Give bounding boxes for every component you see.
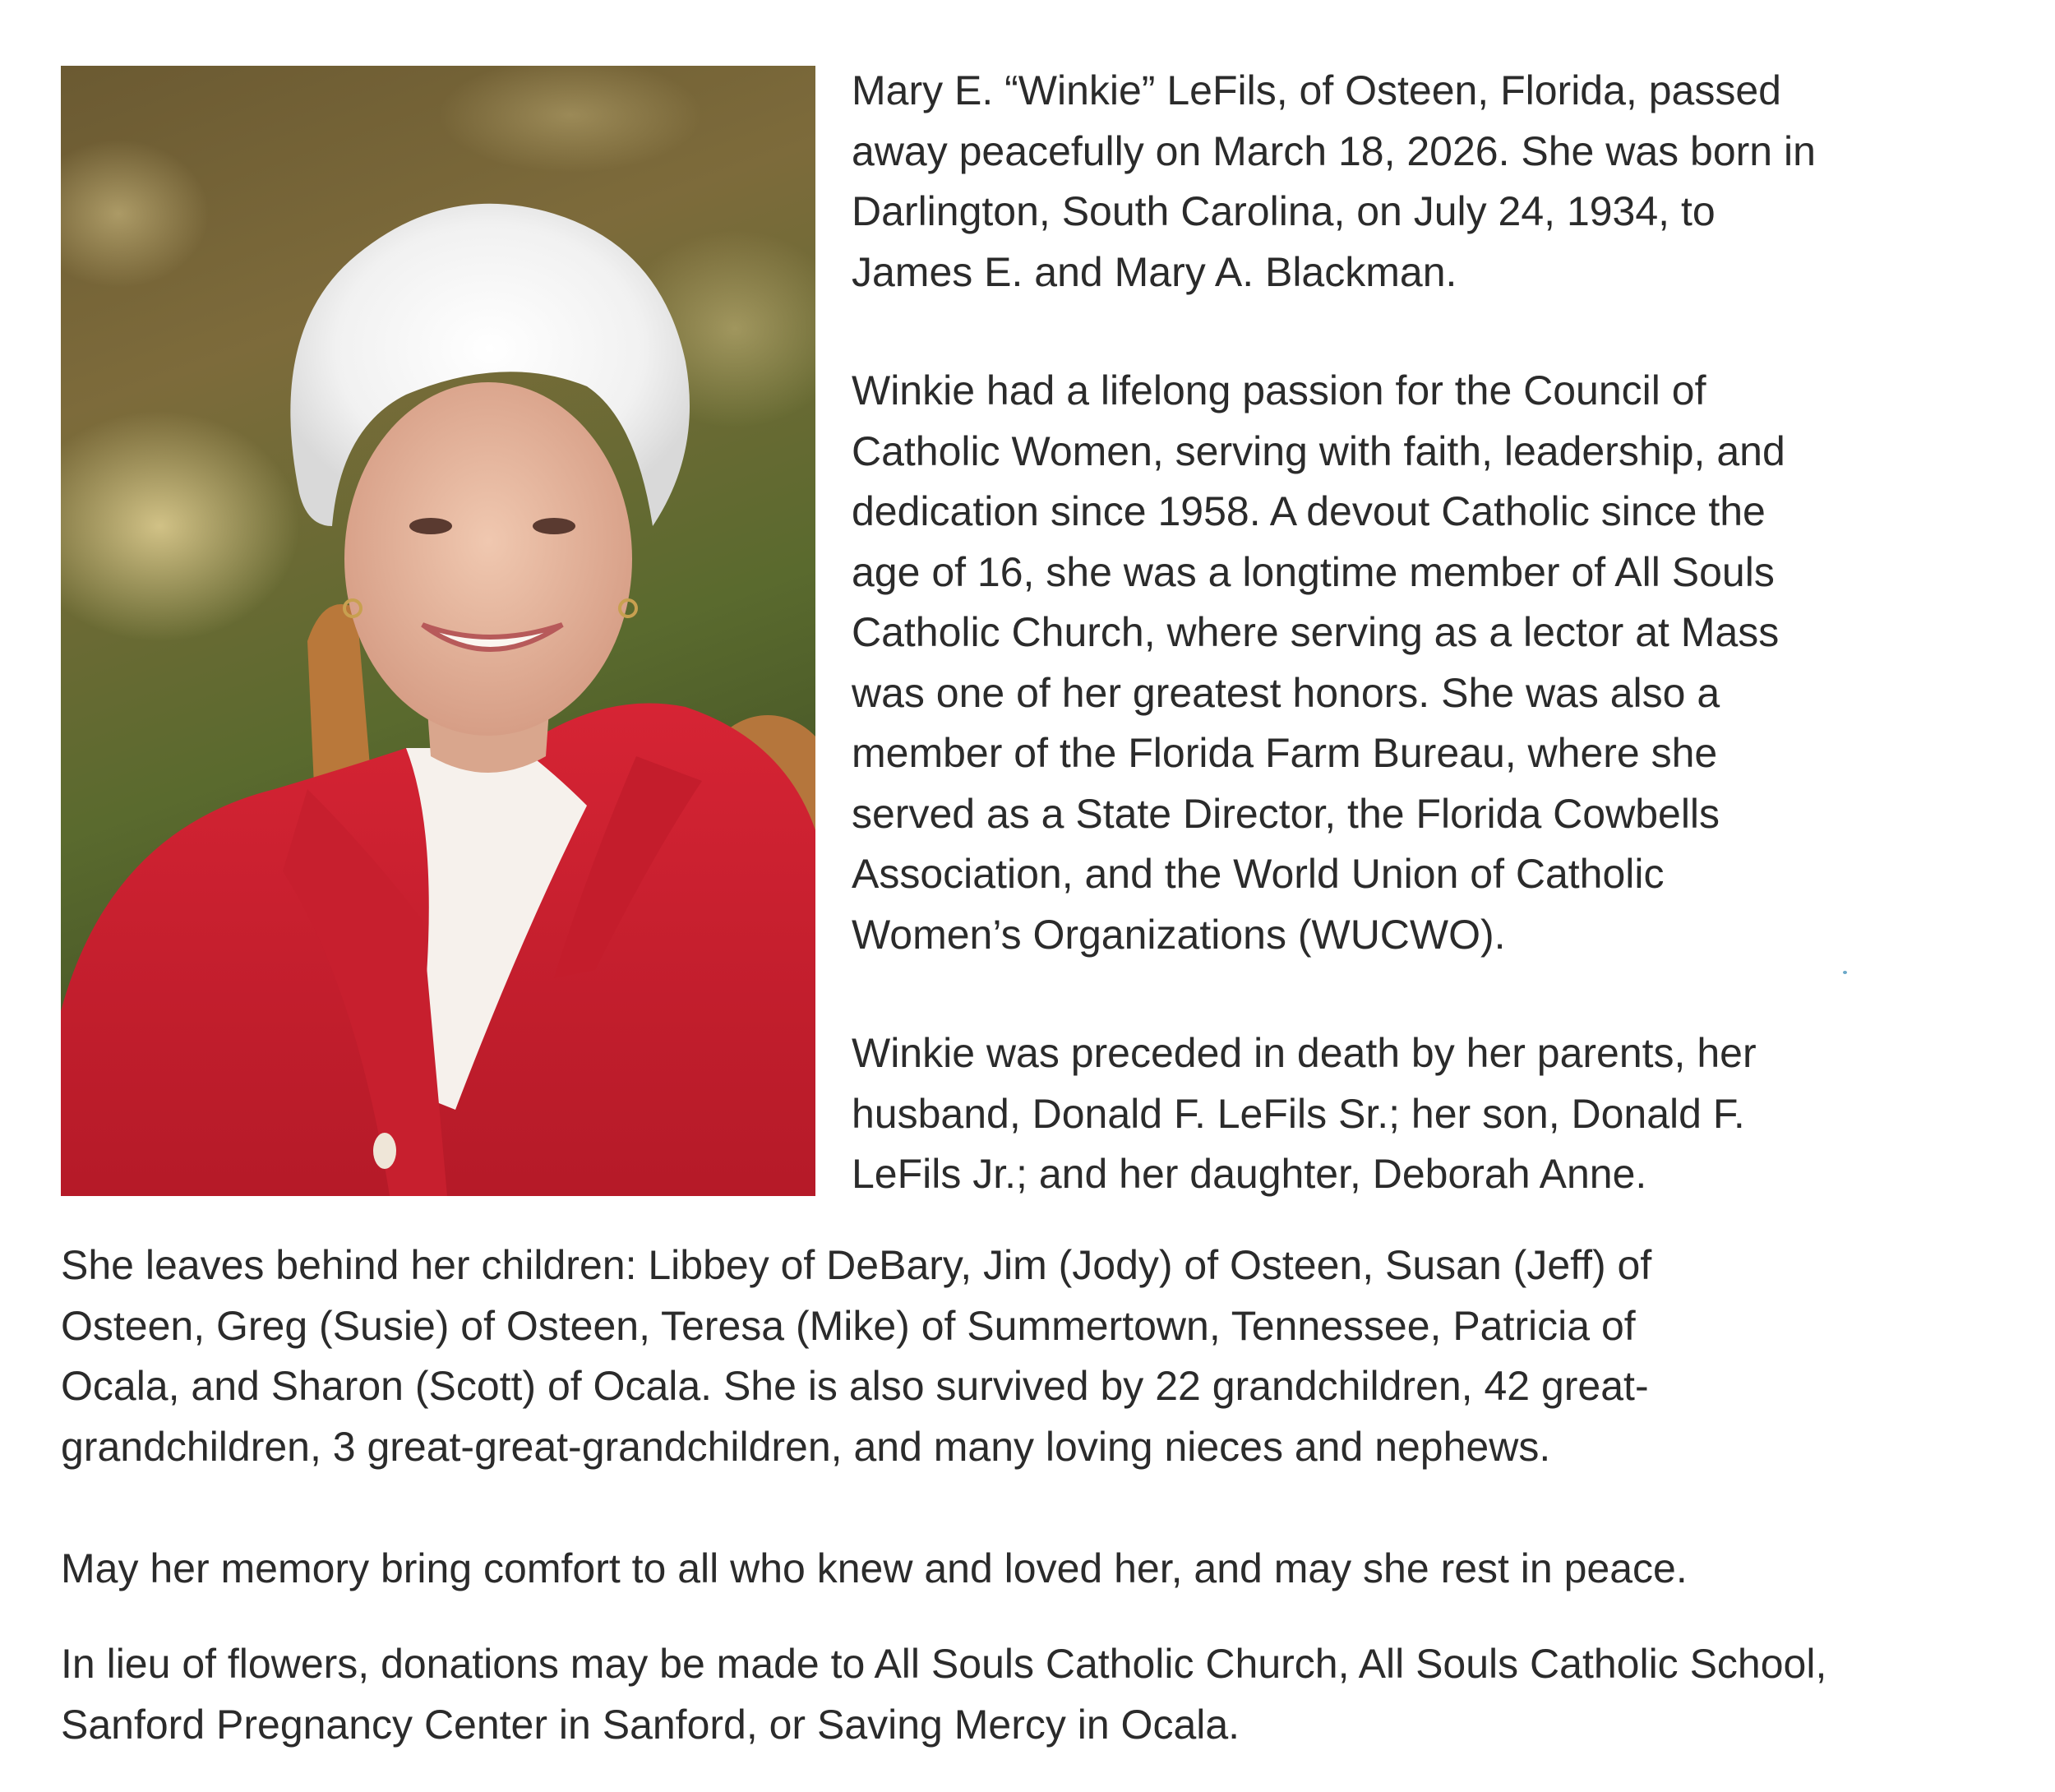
portrait-icon (61, 66, 815, 1196)
text-line: husband, Donald F. LeFils Sr.; her son, Donald F. (852, 1090, 1745, 1137)
text-line: LeFils Jr.; and her daughter, Deborah Anne. (852, 1151, 1647, 1197)
text-line: Winkie was preceded in death by her parents, her (852, 1030, 1757, 1076)
text-line: Ocala, and Sharon (Scott) of Ocala. She is also survived by 22 grandchildren, 42 great- (61, 1363, 1649, 1409)
donations-paragraph (61, 1634, 1826, 1755)
text-line: away peacefully on March 18, 2026. She was born in (852, 127, 1816, 174)
text-line: Winkie had a lifelong passion for the Council of (852, 367, 1706, 413)
text-line: Sanford Pregnancy Center in Sanford, or Saving Mercy in Ocala. (61, 1701, 1240, 1748)
text-line: age of 16, she was a longtime member of All Souls (852, 548, 1775, 595)
preceded-paragraph (852, 1023, 1757, 1205)
text-line: Mary E. “Winkie” LeFils, of Osteen, Florida, passed (852, 67, 1781, 113)
scan-speck (1843, 971, 1847, 974)
text-line: May her memory bring comfort to all who knew and loved her, and may she rest in peace. (61, 1545, 1688, 1591)
text-line: She leaves behind her children: Libbey of DeBary, Jim (Jody) of Osteen, Susan (Jeff) of (61, 1242, 1652, 1288)
text-line: Association, and the World Union of Catholic (852, 851, 1665, 897)
text-line: grandchildren, 3 great-great-grandchildren, and many loving nieces and nephews. (61, 1423, 1551, 1470)
text-line: James E. and Mary A. Blackman. (852, 248, 1457, 295)
text-line: In lieu of flowers, donations may be made to All Souls Catholic Church, All Souls Catholic School, (61, 1641, 1827, 1687)
passion-paragraph (852, 361, 1785, 965)
intro-paragraph (852, 61, 1816, 303)
text-line: Osteen, Greg (Susie) of Osteen, Teresa (Mike) of Summertown, Tennessee, Patricia of (61, 1302, 1636, 1349)
text-line: Catholic Women, serving with faith, leadership, and (852, 427, 1785, 474)
text-line: Catholic Church, where serving as a lector at Mass (852, 609, 1780, 655)
text-line: served as a State Director, the Florida Cowbells (852, 790, 1720, 837)
text-line: was one of her greatest honors. She was also a (852, 669, 1720, 716)
portrait-photo (61, 66, 815, 1196)
survivors-paragraph (61, 1235, 1651, 1477)
text-line: Darlington, South Carolina, on July 24, 1934, to (852, 188, 1716, 234)
text-line: dedication since 1958. A devout Catholic since the (852, 488, 1766, 534)
memory-paragraph (61, 1539, 1688, 1600)
text-line: member of the Florida Farm Bureau, where she (852, 730, 1718, 776)
text-line: Women’s Organizations (WUCWO). (852, 911, 1506, 958)
